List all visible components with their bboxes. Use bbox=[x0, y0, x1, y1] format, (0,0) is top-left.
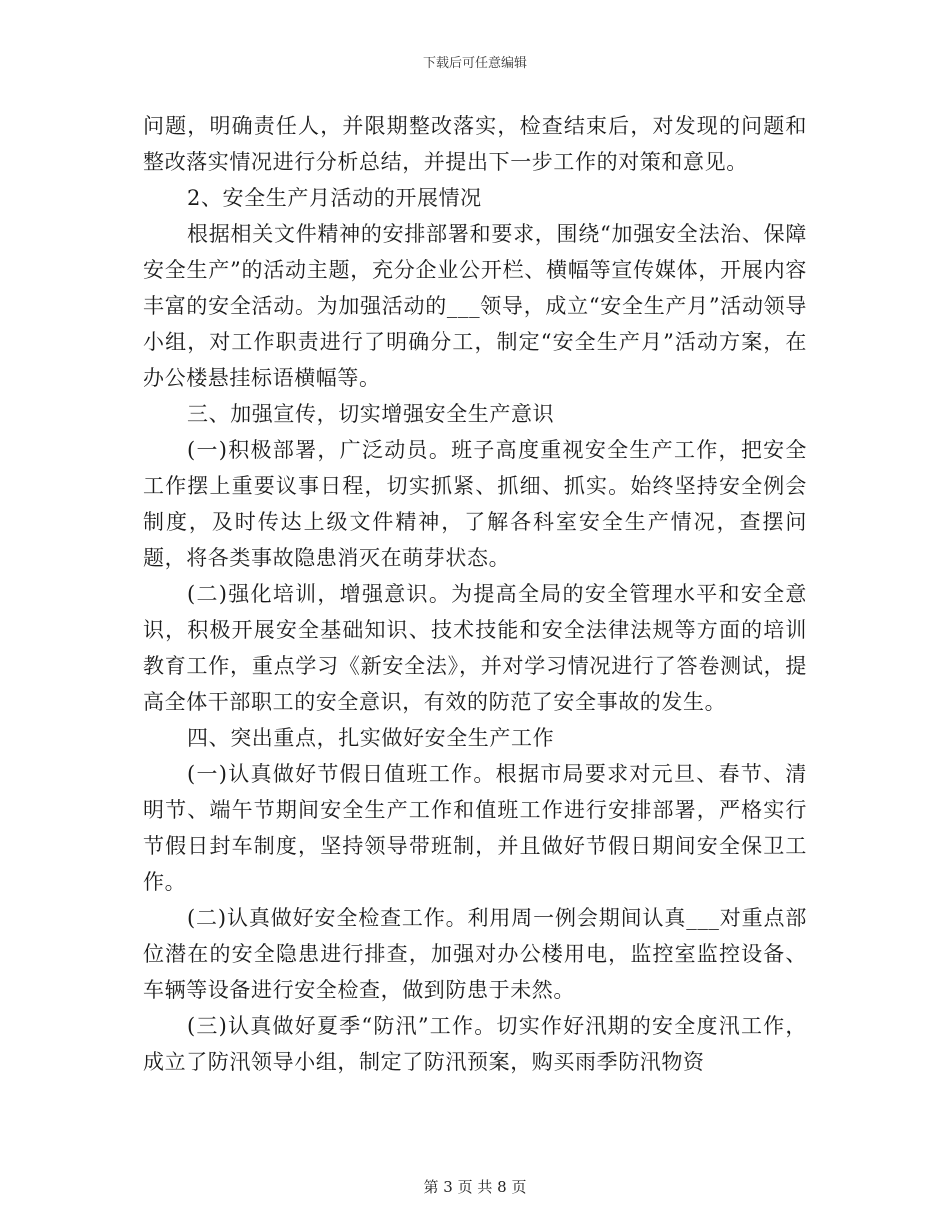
paragraph-5: (一)积极部署，广泛动员。班子高度重视安全生产工作，把安全工作摆上重要议事日程，切实抓紧、抓细、抓实。始终坚持安全例会制度，及时传达上级文件精神，了解各科室安全生产情况，查摆问题，将各类事故隐患消灭在萌芽状态。 bbox=[143, 438, 807, 570]
paragraph-6: (二)强化培训，增强意识。为提高全局的安全管理水平和安全意识，积极开展安全基础知识、技术技能和安全法律法规等方面的培训教育工作，重点学习《新安全法》，并对学习情况进行了答卷测试，提高全体干部职工的安全意识，有效的防范了安全事故的发生。 bbox=[143, 582, 807, 714]
section-heading-3: 三、加强宣传，切实增强安全生产意识 bbox=[187, 402, 555, 426]
paragraph-1: 问题，明确责任人，并限期整改落实，检查结束后，对发现的问题和整改落实情况进行分析总结，并提出下一步工作的对策和意见。 bbox=[143, 114, 807, 174]
paragraph-2: 2、安全生产月活动的开展情况 bbox=[187, 186, 482, 210]
paragraph-3: 根据相关文件精神的安排部署和要求，围绕“加强安全法治、保障安全生产”的活动主题，充分企业公开栏、横幅等宣传媒体，开展内容丰富的安全活动。为加强活动的___领导，成立“安全生产月”活动领导小组，对工作职责进行了明确分工，制定“安全生产月”活动方案，在办公楼悬挂标语横幅等。 bbox=[143, 222, 807, 390]
paragraph-10: (三)认真做好夏季“防汛”工作。切实作好汛期的安全度汛工作，成立了防汛领导小组，制定了防汛预案，购买雨季防汛物资 bbox=[143, 1014, 807, 1074]
paragraph-8: (一)认真做好节假日值班工作。根据市局要求对元旦、春节、清明节、端午节期间安全生产工作和值班工作进行安排部署，严格实行节假日封车制度，坚持领导带班制，并且做好节假日期间安全保卫工作。 bbox=[143, 762, 807, 894]
document-body bbox=[143, 108, 807, 1080]
page-number: 第 3 页 共 8 页 bbox=[423, 1178, 527, 1196]
paragraph-9: (二)认真做好安全检查工作。利用周一例会期间认真___对重点部位潜在的安全隐患进行排查，加强对办公楼用电，监控室监控设备、车辆等设备进行安全检查，做到防患于未然。 bbox=[143, 906, 807, 1002]
section-heading-4: 四、突出重点，扎实做好安全生产工作 bbox=[187, 726, 555, 750]
page-header: 下载后可任意编辑 bbox=[422, 56, 527, 71]
